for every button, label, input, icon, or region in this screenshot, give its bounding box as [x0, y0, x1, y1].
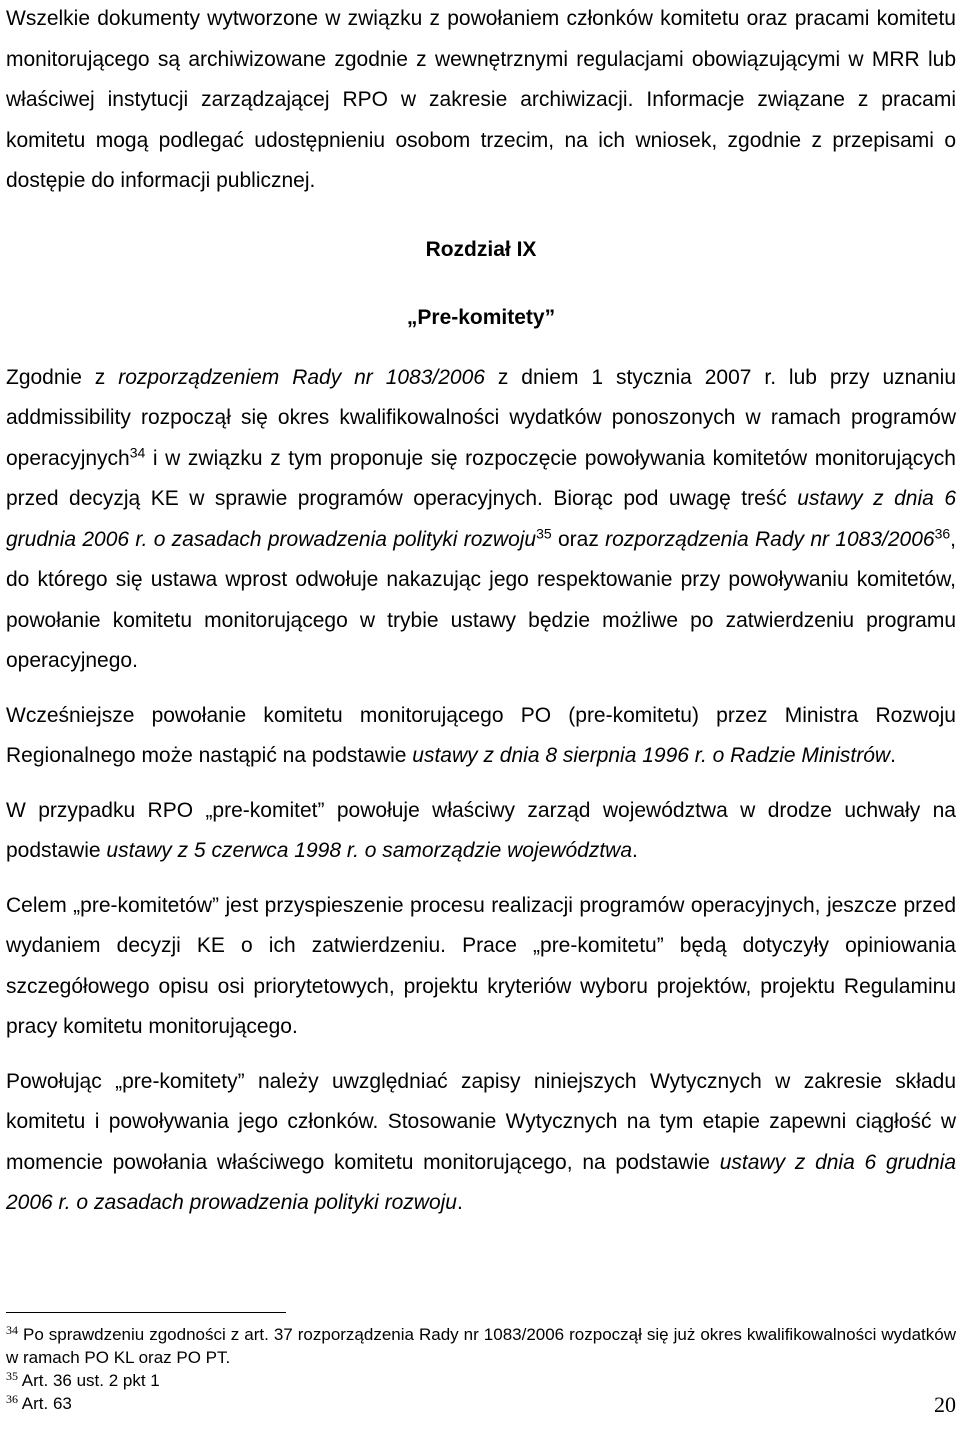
paragraph-minister-appointment: [6, 696, 956, 777]
footnote-mark: 36: [6, 1392, 18, 1406]
text-run: .: [456, 1191, 463, 1214]
footnote-mark: 34: [6, 1323, 18, 1337]
intro-paragraph: Wszelkie dokumenty wytworzone w związku z powołaniem członków komitetu oraz pracami komitetu monitorującego są archiwizowane zgodnie z wewnętrznymi regulacjami obowiązującymi w MRR lub właściwej instytucji zarządzającej RPO w zakresie archiwizacji. Informacje związane z pracami komitetu mogą podlegać udostępnieniu osobom trzecim, na ich wniosek, zgodnie z przepisami o dostępie do informacji publicznej.: [6, 7, 956, 192]
footnotes: [6, 1323, 956, 1415]
text-run: W przypadku RPO „pre-komitet” powołuje właściwy zarząd województwa w drodze uchwały na podstawie: [6, 798, 956, 862]
paragraph-pre-committees-legal-basis: [6, 358, 956, 682]
text-run: .: [890, 744, 896, 767]
footnote-ref-36[interactable]: 36: [934, 524, 951, 541]
text-run: Powołując „pre-komitety” należy uwzględniać zapisy niniejszych Wytycznych w zakresie składu komitetu i powoływania jego członków. Stosowanie Wytycznych na tym etapie zapewni ciągłość w momencie powołania właściwego komitetu monitorującego, na podstawie: [6, 1069, 956, 1174]
footnote-text: Po sprawdzeniu zgodności z art. 37 rozporządzenia Rady nr 1083/2006 rozpoczął się już okres kwalifikowalności wydatków w ramach PO KL oraz PO PT.: [6, 1325, 956, 1367]
footnote-separator: [6, 1312, 286, 1313]
text-run: .: [632, 839, 638, 862]
footnote-text: Art. 36 ust. 2 pkt 1: [18, 1371, 160, 1390]
paragraph-pre-committee-purpose: Celem „pre-komitetów” jest przyspieszenie procesu realizacji programów operacyjnych, jeszcze przed wydaniem decyzji KE o ich zatwierdzeniu. Prace „pre-komitetu” będą dotyczyły opiniowania szczegółowego opisu osi priorytetowych, projektu kryteriów wyboru projektów, projektu Regulaminu pracy komitetu monitorującego.: [6, 893, 956, 1038]
footnote-ref-35[interactable]: 35: [536, 524, 552, 541]
act-reference: ustawy z dnia 6 grudnia 2006 r. o zasadach prowadzenia polityki rozwoju: [6, 487, 957, 551]
footnote-ref-34[interactable]: 34: [129, 443, 146, 460]
footnote-mark: 35: [6, 1369, 18, 1383]
paragraph-rpo-appointment: [6, 791, 956, 872]
paragraph-guidelines-application: [6, 1062, 956, 1224]
act-reference: ustawy z dnia 6 grudnia 2006 r. o zasadach prowadzenia polityki rozwoju: [6, 1150, 956, 1214]
footnote-text: Art. 63: [18, 1394, 72, 1413]
act-reference: ustawy z dnia 8 sierpnia 1996 r. o Radzie Ministrów: [412, 744, 891, 767]
text-run: , do którego się ustawa wprost odwołuje nakazując jego respektowanie przy powoływaniu komitetów, powołanie komitetu monitorującego w trybie ustawy będzie możliwe po zatwierdzeniu programu operacyjnego.: [6, 527, 956, 672]
text-run: Zgodnie z: [6, 365, 119, 389]
chapter-title: „Pre-komitety”: [406, 305, 556, 329]
footnote-36: [6, 1392, 956, 1415]
text-run: z dniem 1 stycznia 2007 r. lub przy uznaniu addmissibility rozpoczął się okres kwalifikowalności wydatków ponoszonych w ramach programów operacyjnych: [6, 365, 956, 470]
act-reference: ustawy z 5 czerwca 1998 r. o samorządzie województwa: [106, 839, 633, 862]
chapter-number: Rozdział IX: [425, 237, 537, 261]
footnote-35: [6, 1369, 956, 1392]
document-page: [6, 0, 956, 1224]
text-run: i w związku z tym proponuje się rozpoczęcie powoływania komitetów monitorujących przed decyzją KE w sprawie programów operacyjnych. Biorąc pod uwagę treść: [6, 446, 956, 510]
regulation-reference: rozporządzenia Rady nr 1083/2006: [605, 527, 935, 551]
page-number: 20: [934, 1392, 956, 1417]
footnote-34: [6, 1323, 956, 1369]
text-run: oraz: [551, 527, 606, 551]
regulation-reference: rozporządzeniem Rady nr 1083/2006: [118, 365, 485, 389]
text-run: Wcześniejsze powołanie komitetu monitorującego PO (pre-komitetu) przez Ministra Rozwoju Regionalnego może nastąpić na podstawie: [6, 703, 956, 767]
